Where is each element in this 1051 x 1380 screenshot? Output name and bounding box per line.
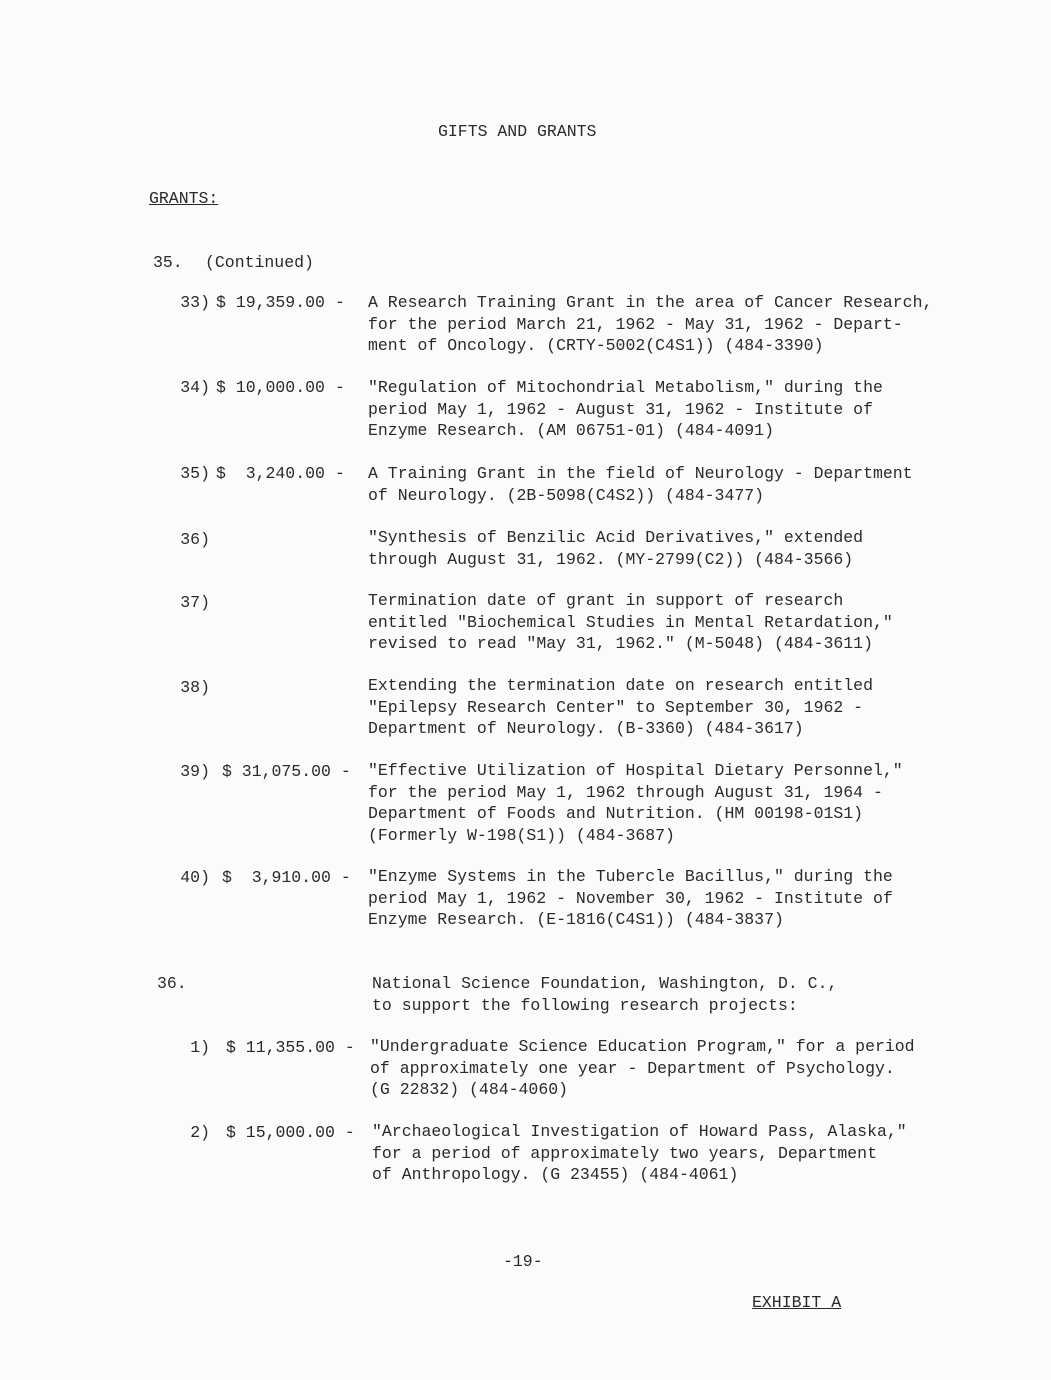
item-description — [368, 377, 968, 442]
item-description — [368, 463, 968, 506]
desc-line: period May 1, 1962 - November 30, 1962 - Institute of — [368, 888, 893, 908]
item-number: 38) — [180, 678, 210, 697]
desc-line: Enzyme Research. (AM 06751-01) (484-4091) — [368, 421, 774, 440]
desc-line: of Neurology. (2B-5098(C4S2)) (484-3477) — [368, 485, 765, 505]
item-number: 36) — [180, 530, 210, 549]
item-number: 37) — [180, 593, 210, 612]
item-description — [368, 760, 968, 846]
item-amount: $ 10,000.00 - — [216, 378, 345, 397]
item-amount: $ 15,000.00 - — [226, 1123, 355, 1142]
item-description — [368, 292, 968, 357]
desc-line: (G 22832) (484-4060) — [370, 1080, 569, 1099]
item-description — [368, 590, 968, 655]
item-description — [368, 527, 968, 570]
desc-line: of approximately one year - Department of Psychology. — [370, 1058, 895, 1078]
item-number: 1) — [190, 1038, 210, 1057]
section-36-number: 36. — [157, 974, 187, 993]
desc-line: "Synthesis of Benzilic Acid Derivatives," extended — [368, 528, 864, 547]
desc-line: Enzyme Research. (E-1816(C4S1)) (484-3837) — [368, 910, 784, 929]
desc-line: National Science Foundation, Washington, D. C., — [372, 974, 838, 993]
desc-line: to support the following research projects: — [372, 995, 798, 1015]
item-number: 2) — [190, 1123, 210, 1142]
desc-line: through August 31, 1962. (MY-2799(C2)) (484-3566) — [368, 549, 854, 569]
desc-line: Termination date of grant in support of research — [368, 591, 844, 610]
desc-line: period May 1, 1962 - August 31, 1962 - Institute of — [368, 399, 873, 419]
desc-line: revised to read "May 31, 1962." (M-5048) (484-3611) — [368, 634, 873, 653]
page-title: GIFTS AND GRANTS — [438, 122, 597, 141]
desc-line: Extending the termination date on research entitled — [368, 676, 873, 695]
item-amount: $ 11,355.00 - — [226, 1038, 355, 1057]
item-number: 34) — [180, 378, 210, 397]
desc-line: for the period March 21, 1962 - May 31, 1962 - Depart- — [368, 314, 903, 334]
item-amount: $ 3,910.00 - — [222, 868, 351, 887]
desc-line: A Research Training Grant in the area of Cancer Research, — [368, 293, 933, 312]
section-36-intro — [372, 973, 972, 1016]
section-label: GRANTS: — [149, 189, 219, 208]
desc-line: Department of Neurology. (B-3360) (484-3617) — [368, 719, 804, 738]
item-number: 39) — [180, 762, 210, 781]
desc-line: "Undergraduate Science Education Program," for a period — [370, 1037, 915, 1056]
desc-line: A Training Grant in the field of Neurology - Department — [368, 464, 913, 483]
item-amount: $ 31,075.00 - — [222, 762, 351, 781]
desc-line: of Anthropology. (G 23455) (484-4061) — [372, 1165, 739, 1184]
exhibit-label: EXHIBIT A — [752, 1293, 842, 1312]
page-number: -19- — [503, 1252, 543, 1271]
desc-line: for a period of approximately two years, Department — [372, 1143, 877, 1163]
desc-line: (Formerly W-198(S1)) (484-3687) — [368, 825, 675, 845]
desc-line: Department of Foods and Nutrition. (HM 00198-01S1) — [368, 804, 864, 823]
desc-line: "Epilepsy Research Center" to September 30, 1962 - — [368, 697, 864, 717]
desc-line: "Effective Utilization of Hospital Dietary Personnel," — [368, 761, 903, 780]
item-amount: $ 19,359.00 - — [216, 293, 345, 312]
section-35-number: 35. — [153, 253, 183, 272]
desc-line: ment of Oncology. (CRTY-5002(C4S1)) (484-3390) — [368, 336, 824, 355]
item-description — [368, 675, 968, 740]
section-35-label: (Continued) — [205, 253, 314, 272]
item-number: 35) — [180, 464, 210, 483]
item-number: 33) — [180, 293, 210, 312]
desc-line: "Archaeological Investigation of Howard Pass, Alaska," — [372, 1122, 907, 1141]
desc-line: "Enzyme Systems in the Tubercle Bacillus," during the — [368, 867, 893, 886]
desc-line: entitled "Biochemical Studies in Mental Retardation," — [368, 612, 893, 632]
desc-line: for the period May 1, 1962 through August 31, 1964 - — [368, 782, 883, 802]
desc-line: "Regulation of Mitochondrial Metabolism," during the — [368, 378, 883, 397]
item-number: 40) — [180, 868, 210, 887]
item-description — [370, 1036, 970, 1101]
item-description — [372, 1121, 972, 1186]
item-amount: $ 3,240.00 - — [216, 464, 345, 483]
item-description — [368, 866, 968, 931]
